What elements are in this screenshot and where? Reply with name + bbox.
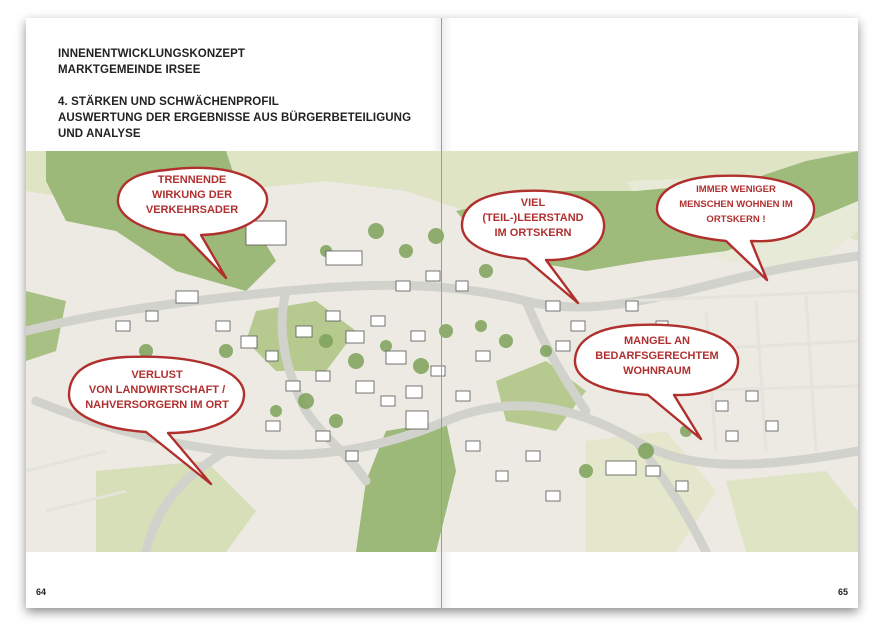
callout-traffic-artery: TRENNENDE WIRKUNG DER VERKEHRSADER — [145, 174, 239, 216]
callout-housing-shortage: MANGEL AN BEDARFSGERECHTEM WOHNRAUM — [595, 335, 719, 377]
callout-fewer-residents: IMMER WENIGER MENSCHEN WOHNEN IM ORTSKERN ! — [679, 184, 793, 225]
page-number-left: 64 — [36, 587, 47, 597]
callout-loss-agriculture: VERLUST VON LANDWIRTSCHAFT / NAHVERSORGERN IM ORT — [85, 369, 229, 411]
heading-line-5: UND ANALYSE — [58, 128, 141, 140]
heading-line-2: MARKTGEMEINDE IRSEE — [58, 64, 201, 76]
heading-line-3: 4. STÄRKEN UND SCHWÄCHENPROFIL — [58, 96, 279, 108]
page-heading — [58, 46, 411, 142]
book-gutter — [441, 18, 442, 608]
page-number-right: 65 — [838, 587, 849, 597]
heading-line-1: INNENENTWICKLUNGSKONZEPT — [58, 48, 246, 60]
callout-vacancy: VIEL (TEIL-)LEERSTAND IM ORTSKERN — [482, 197, 584, 239]
heading-line-4: AUSWERTUNG DER ERGEBNISSE AUS BÜRGERBETEILIGUNG — [58, 112, 412, 124]
